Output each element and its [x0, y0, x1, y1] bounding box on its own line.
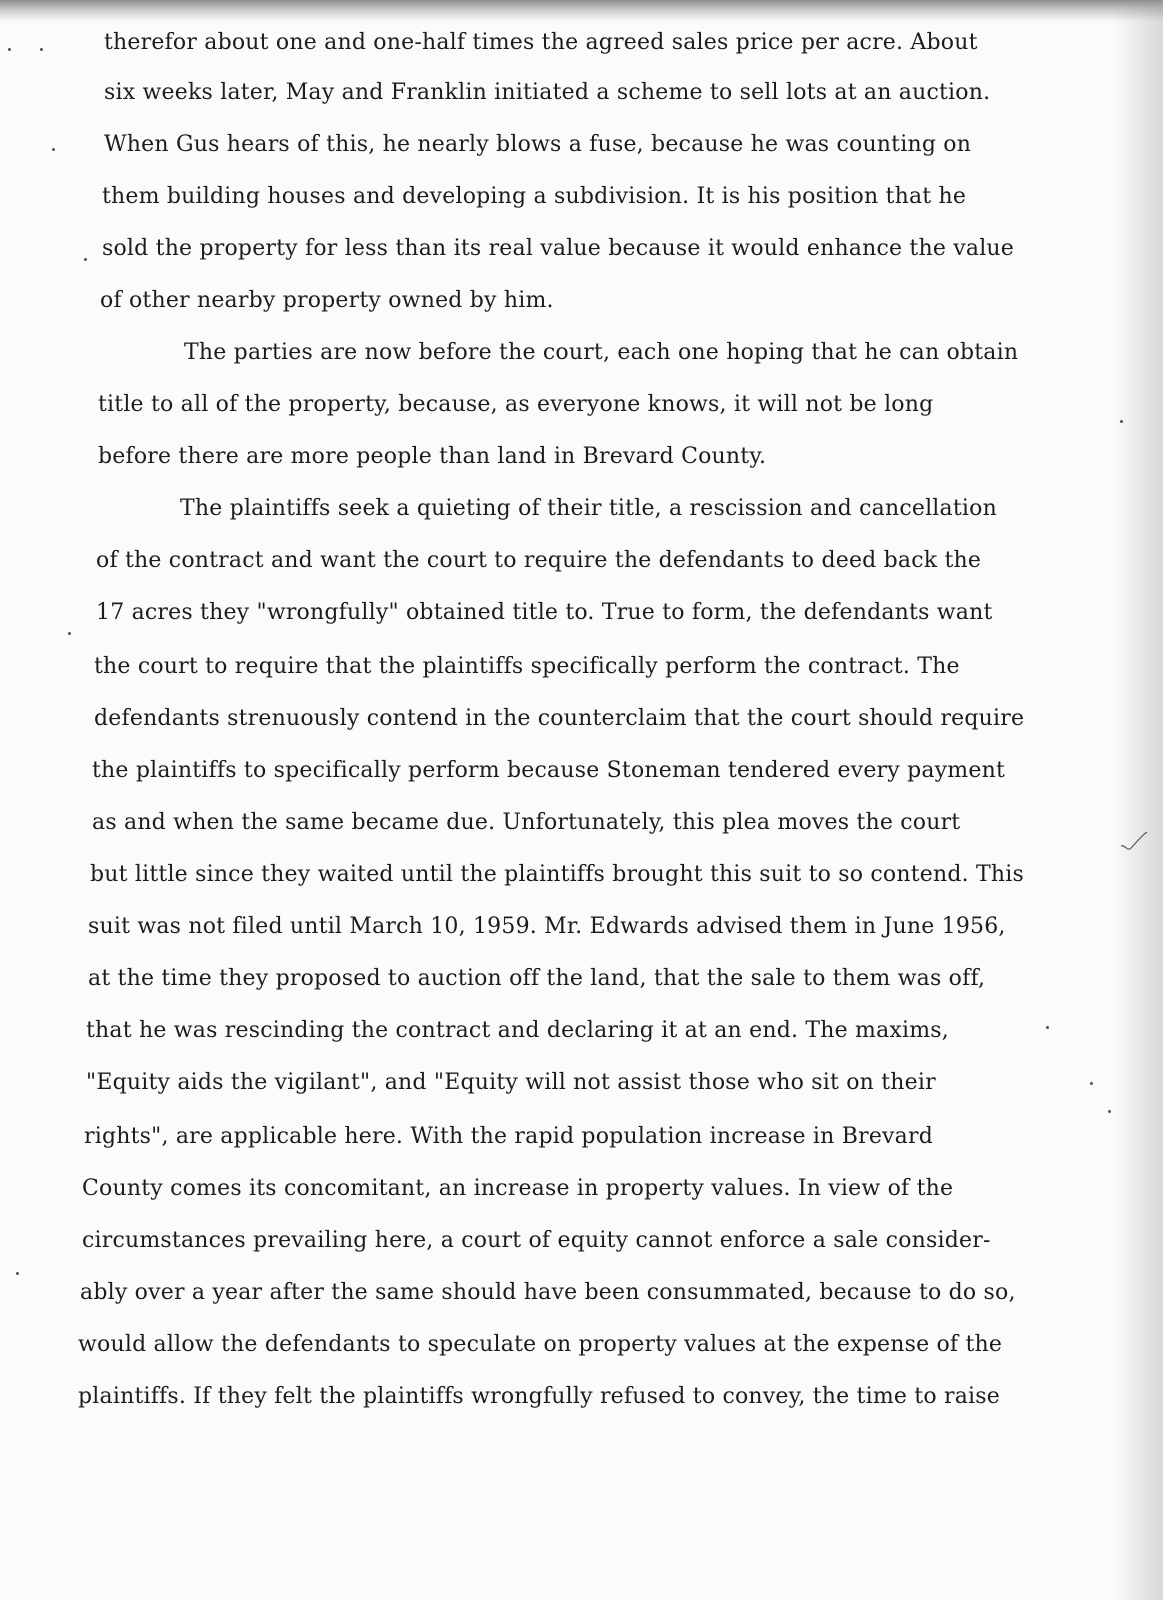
text-line: defendants strenuously contend in the counterclaim that the court should require — [94, 706, 1025, 731]
text-line: before there are more people than land in Brevard County. — [98, 444, 767, 469]
text-line: circumstances prevailing here, a court of equity cannot enforce a sale consider- — [82, 1228, 991, 1253]
text-line: ably over a year after the same should have been consummated, because to do so, — [80, 1280, 1016, 1305]
text-line: but little since they waited until the plaintiffs brought this suit to so contend. This — [90, 862, 1025, 887]
text-line: title to all of the property, because, as everyone knows, it will not be long — [98, 392, 934, 417]
text-line: therefor about one and one-half times the agreed sales price per acre. About — [104, 30, 978, 55]
text-line: 17 acres they "wrongfully" obtained title to. True to form, the defendants want — [96, 600, 993, 625]
text-line: at the time they proposed to auction off the land, that the sale to them was off, — [88, 966, 986, 991]
text-line: six weeks later, May and Franklin initiated a scheme to sell lots at an auction. — [104, 80, 991, 105]
text-line: When Gus hears of this, he nearly blows a fuse, because he was counting on — [104, 132, 972, 157]
text-line: "Equity aids the vigilant", and "Equity will not assist those who sit on their — [86, 1070, 936, 1095]
text-line: plaintiffs. If they felt the plaintiffs wrongfully refused to convey, the time to raise — [78, 1384, 1000, 1409]
text-line: rights", are applicable here. With the rapid population increase in Brevard — [84, 1124, 933, 1149]
text-line: The parties are now before the court, each one hoping that he can obtain — [184, 340, 1019, 365]
text-line: of the contract and want the court to require the defendants to deed back the — [96, 548, 982, 573]
text-line: would allow the defendants to speculate on property values at the expense of the — [78, 1332, 1003, 1357]
text-line: them building houses and developing a subdivision. It is his position that he — [102, 184, 967, 209]
text-line: County comes its concomitant, an increase in property values. In view of the — [82, 1176, 954, 1201]
text-line: sold the property for less than its real value because it would enhance the value — [102, 236, 1015, 261]
text-line: that he was rescinding the contract and declaring it at an end. The maxims, — [86, 1018, 949, 1043]
text-line: the plaintiffs to specifically perform because Stoneman tendered every payment — [92, 758, 1005, 783]
text-line: the court to require that the plaintiffs specifically perform the contract. The — [94, 654, 960, 679]
text-line: of other nearby property owned by him. — [100, 288, 554, 313]
text-line: The plaintiffs seek a quieting of their title, a rescission and cancellation — [180, 496, 997, 521]
text-line: suit was not filed until March 10, 1959. Mr. Edwards advised them in June 1956, — [88, 914, 1006, 939]
text-line: as and when the same became due. Unfortunately, this plea moves the court — [92, 810, 961, 835]
